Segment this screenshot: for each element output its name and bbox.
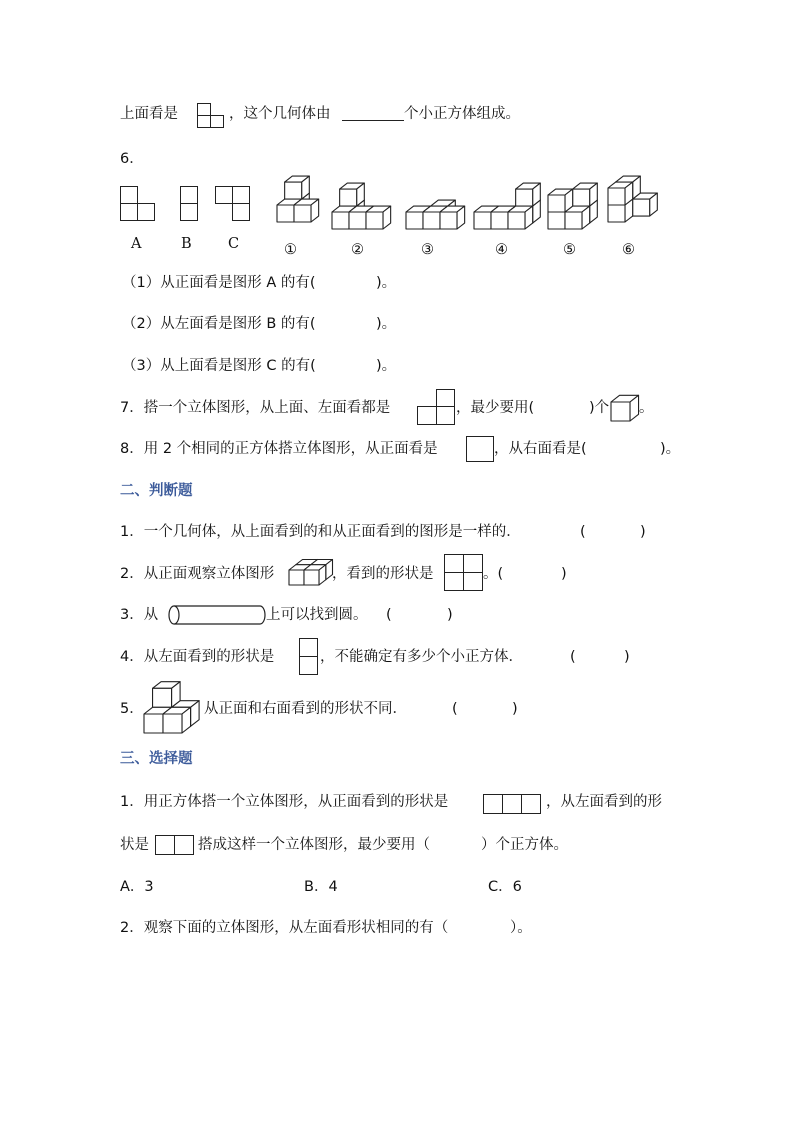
solid-label-5: ⑤ — [563, 242, 576, 258]
q7-end: 。 — [639, 400, 654, 416]
q6-sub-3: （3）从上面看是图形 C 的有( — [122, 358, 316, 374]
cube — [508, 206, 533, 229]
cube — [573, 183, 598, 206]
cube-icon — [610, 393, 640, 423]
q6-sub-1: （1）从正面看是图形 A 的有( — [122, 275, 316, 291]
judge-3-a: 3．从 — [120, 607, 159, 623]
choice-2-a: 2．观察下面的立体图形，从左面看形状相同的有（ — [120, 920, 449, 936]
cube — [440, 206, 465, 229]
judge-2-c: 。( — [483, 566, 504, 582]
cube — [548, 189, 573, 212]
judge-2-b: ，看到的形状是 — [332, 566, 434, 582]
choice-1-option-a[interactable]: A．3 — [120, 879, 154, 895]
judge-1: 1．一个几何体，从上面看到的和从正面看到的图形是一样的． — [120, 524, 521, 540]
q8-end: )。 — [660, 441, 681, 457]
choice-1-a: 1．用正方体搭一个立体图形，从正面看到的形状是 — [120, 794, 449, 810]
solid-label-3: ③ — [421, 242, 434, 258]
cube — [285, 176, 310, 199]
choice-2-b: ）。 — [510, 920, 532, 936]
q6-number: 6． — [120, 151, 144, 167]
judge-2-a: 2．从正面观察立体图形 — [120, 566, 275, 582]
judge-4-b: ，不能确定有多少个小正方体． — [320, 649, 523, 665]
cube — [608, 182, 633, 205]
choice-1-d: 搭成这样一个立体图形，最少要用（ — [198, 837, 430, 853]
judge-4-a: 4．从左面看到的形状是 — [120, 649, 275, 665]
choice-1-c: 状是 — [120, 837, 149, 853]
judge-3-paren-open: ( — [386, 607, 392, 623]
cube — [516, 183, 541, 206]
view-label-c: C — [228, 236, 240, 252]
q6-sub-2: （2）从左面看是图形 B 的有( — [122, 316, 316, 332]
q5-prefix: 上面看是 — [120, 106, 178, 122]
solid-label-6: ⑥ — [622, 242, 635, 258]
solid-figures — [0, 0, 794, 260]
choice-1-e: ）个正方体。 — [481, 837, 568, 853]
judge-2-paren-close: ) — [561, 566, 567, 582]
cylinder-figure — [168, 603, 268, 627]
judge-1-paren-open: ( — [580, 524, 586, 540]
view-label-a: A — [131, 236, 142, 252]
judge-3-b: 上可以找到圆。 — [266, 607, 368, 623]
judge-4-paren-close: ) — [624, 649, 630, 665]
judge-5-a: 5． — [120, 701, 144, 717]
q5-suffix-a: ，这个几何体由 — [229, 106, 331, 122]
q8-prefix: 8．用 2 个相同的正方体搭立体图形，从正面看是 — [120, 441, 438, 457]
cube — [304, 565, 326, 585]
q7-prefix: 7．搭一个立体图形，从上面、左面看都是 — [120, 400, 391, 416]
judge-2-solid-figure — [288, 558, 338, 588]
cube — [153, 682, 181, 708]
judge-5-b: 从正面和右面看到的形状不同． — [204, 701, 407, 717]
q6-sub-2-end: )。 — [376, 316, 397, 332]
q5-suffix-b: 个小正方体组成。 — [404, 106, 520, 122]
q8-front-view-square — [466, 436, 494, 462]
section-3-title: 三、选择题 — [120, 751, 193, 767]
q7-mid2: )个 — [589, 400, 610, 416]
judge-5-paren-open: ( — [452, 701, 458, 717]
q6-sub-1-end: )。 — [376, 275, 397, 291]
cube — [294, 199, 319, 222]
solid-label-1: ① — [284, 242, 297, 258]
cube-icon-shape — [611, 395, 639, 421]
q6-sub-3-end: )。 — [376, 358, 397, 374]
judge-1-paren-close: ) — [640, 524, 646, 540]
cylinder-shape — [169, 606, 265, 624]
solid-label-4: ④ — [495, 242, 508, 258]
choice-1-option-b[interactable]: B．4 — [304, 879, 338, 895]
cube — [340, 183, 365, 206]
q7-mid: ，最少要用( — [456, 400, 535, 416]
judge-5-paren-close: ) — [512, 701, 518, 717]
cube — [366, 206, 391, 229]
choice-1-b: ，从左面看到的形 — [546, 794, 662, 810]
solid-label-2: ② — [351, 242, 364, 258]
q8-mid: ，从右面看是( — [494, 441, 587, 457]
cube — [163, 707, 191, 733]
view-label-b: B — [181, 236, 192, 252]
section-2-title: 二、判断题 — [120, 483, 193, 499]
judge-4-paren-open: ( — [570, 649, 576, 665]
judge-5-solid-figure — [143, 685, 203, 735]
choice-1-option-c[interactable]: C．6 — [488, 879, 522, 895]
judge-3-paren-close: ) — [447, 607, 453, 623]
